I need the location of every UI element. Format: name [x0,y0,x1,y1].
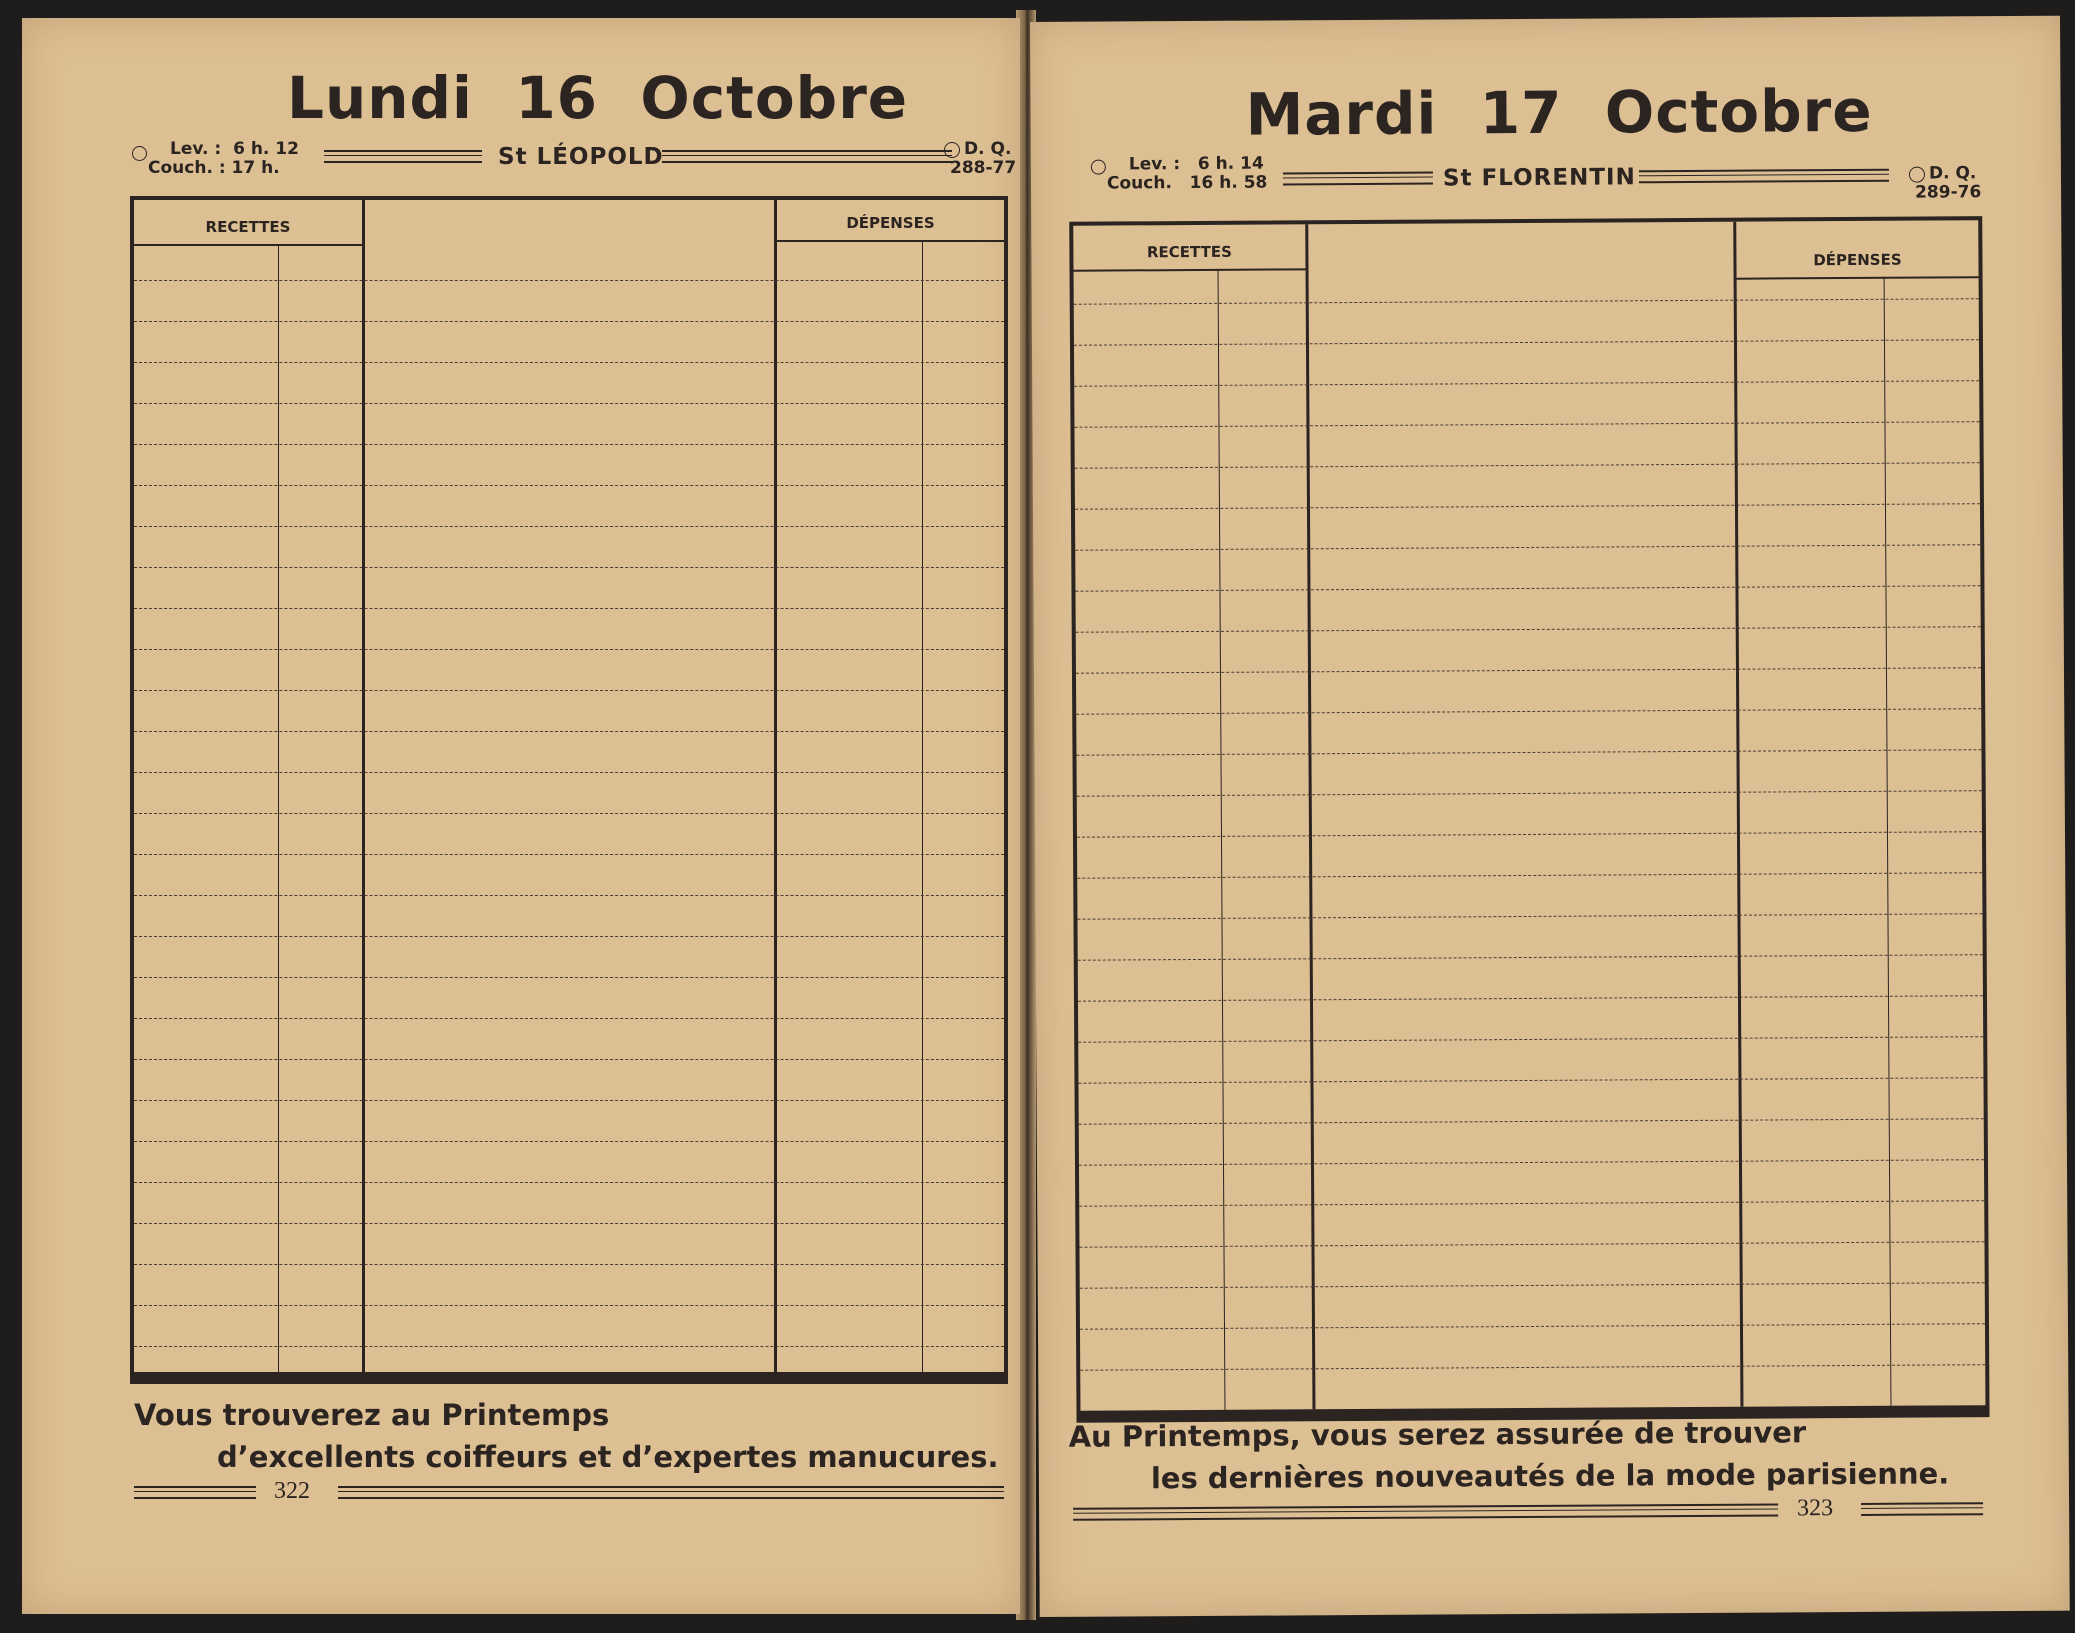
footer-line-2: d’excellents coiffeurs et d’expertes manucures. [217,1440,999,1474]
header-rule [662,150,952,163]
ruled-line [134,608,1004,609]
ruled-line [1079,1118,1984,1125]
moon-phase-numbers: 289-76 [1914,182,1982,203]
ruled-line [134,1223,1004,1224]
ruled-line [1080,1282,1985,1289]
page-number: 323 [1797,1495,1834,1522]
ruled-line [134,1018,1004,1019]
ruled-line [1075,544,1980,551]
moon-phase-icon [944,142,960,158]
sunrise-time: Lev. : 6 h. 12 [170,139,299,159]
ruled-line [1075,585,1980,592]
ruled-line [134,403,1004,404]
ruled-line [1079,1200,1984,1207]
ruled-line [134,280,1004,281]
footer-line-2: les dernières nouveautés de la mode parisienne. [1150,1456,1950,1496]
ruled-line [134,731,1004,732]
ruled-line [134,1182,1004,1183]
depenses-header: DÉPENSES [846,214,935,232]
depenses-header: DÉPENSES [1813,250,1902,270]
sunset-time: Couch. : 17 h. [148,158,280,178]
ruled-line [1080,1323,1985,1330]
ruled-line [1076,626,1981,633]
footer-line-1: Au Printemps, vous serez assurée de trouver [1068,1415,1807,1454]
page-title: Mardi 17 Octobre [1245,76,1873,149]
ruled-line [1074,380,1979,387]
ruled-line [1079,1241,1984,1248]
left-page [22,18,1020,1614]
moon-phase-numbers: 288-77 [950,158,1017,178]
ruled-line [134,1305,1004,1306]
moon-phase-label: D. Q. [1928,163,1977,184]
sun-icon [132,146,147,161]
ruled-line [1079,1159,1984,1166]
ruled-line [1076,708,1981,715]
ruled-lines [1073,220,1985,1411]
ruled-line [134,485,1004,486]
ruled-line [134,772,1004,773]
ruled-line [134,690,1004,691]
moon-phase-icon [1909,167,1925,183]
ruled-line [134,649,1004,650]
ruled-line [1078,954,1983,961]
header-rule [324,150,482,163]
ruled-line [1074,421,1979,428]
ruled-line [134,567,1004,568]
ruled-line [1077,790,1982,797]
ruled-line [134,526,1004,527]
ruled-line [1074,339,1979,346]
saint-name: St FLORENTIN [1442,164,1636,192]
footer-rule [134,1486,256,1499]
ruled-line [134,1346,1004,1347]
right-page [1030,16,2070,1617]
ledger-table [130,196,1008,1384]
ruled-line [1080,1364,1985,1371]
ruled-line [134,1059,1004,1060]
ruled-line [134,854,1004,855]
recettes-header: RECETTES [205,218,291,236]
ruled-line [1076,667,1981,674]
ruled-line [134,936,1004,937]
ruled-line [134,362,1004,363]
ruled-line [1077,831,1982,838]
ruled-line [134,1141,1004,1142]
footer-rule [1073,1503,1778,1520]
moon-phase-label: D. Q. [964,139,1012,159]
ledger-table [1069,216,1989,1423]
header-rule [1283,172,1433,186]
footer-rule [338,1486,1004,1499]
sunset-time: Couch. 16 h. 58 [1106,172,1268,194]
footer-line-1: Vous trouverez au Printemps [134,1398,610,1432]
ruled-line [134,1264,1004,1265]
ruled-line [1078,1036,1983,1043]
ruled-line [134,813,1004,814]
ruled-line [1074,298,1979,305]
ruled-line [1076,749,1981,756]
sunrise-time: Lev. : 6 h. 14 [1128,153,1264,175]
recettes-header: RECETTES [1146,242,1232,262]
ruled-line [1077,872,1982,879]
page-number: 322 [274,1478,310,1504]
ruled-line [1075,462,1980,469]
sun-icon [1091,160,1106,175]
ruled-line [134,444,1004,445]
ruled-lines [134,200,1004,1372]
footer-rule [1861,1502,1983,1516]
ruled-line [134,977,1004,978]
saint-name: St LÉOPOLD [498,144,664,170]
ruled-line [134,1100,1004,1101]
ruled-line [1077,913,1982,920]
ruled-line [134,321,1004,322]
ruled-line [1078,995,1983,1002]
ruled-line [1078,1077,1983,1084]
header-rule [1639,169,1889,184]
ruled-line [1075,503,1980,510]
ruled-line [134,895,1004,896]
page-title: Lundi 16 Octobre [287,64,909,132]
